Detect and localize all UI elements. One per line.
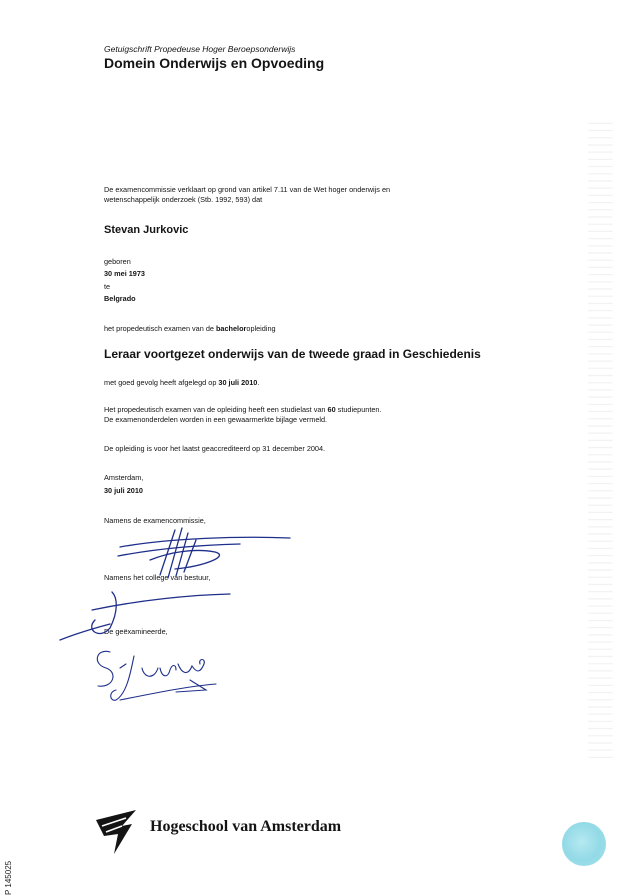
- declaration-line-2: wetenschappelijk onderzoek (Stb. 1992, 593) dat: [104, 195, 263, 204]
- studylast-suffix: studiepunten.: [335, 405, 382, 414]
- passed-prefix: met goed gevolg heeft afgelegd op: [104, 378, 219, 387]
- birth-date: 30 mei 1973: [104, 269, 145, 278]
- study-points: 60: [327, 405, 336, 414]
- exam-type: bachelor: [215, 324, 247, 333]
- board-signature: [60, 592, 230, 640]
- studylast-prefix: Het propedeutisch examen van de opleiding heeft een studielast van: [104, 405, 328, 414]
- birthplace-label: te: [104, 282, 111, 291]
- studylast-line-2: De examenonderdelen worden in een gewaarmerkte bijlage vermeld.: [104, 415, 328, 424]
- accreditation-statement: De opleiding is voor het laatst geaccrediteerd op 31 december 2004.: [104, 444, 326, 453]
- examinee-signoff-label: De geëxamineerde,: [104, 627, 168, 636]
- hva-bird-logo-icon: [92, 806, 142, 858]
- passed-suffix: .: [257, 378, 260, 387]
- signoff-date: 30 juli 2010: [104, 486, 143, 495]
- passed-date: 30 juli 2010: [218, 378, 258, 387]
- document-number: P 145025: [4, 860, 13, 895]
- embossed-seal-icon: [562, 822, 606, 866]
- board-signoff-label: Namens het college van bestuur,: [104, 573, 211, 582]
- institution-name: Hogeschool van Amsterdam: [150, 818, 342, 835]
- committee-signature: [118, 528, 290, 578]
- birthplace: Belgrado: [104, 294, 136, 303]
- program-title: Leraar voortgezet onderwijs van de tweede graad in Geschiedenis: [104, 347, 481, 361]
- exam-prefix: het propedeutisch examen van de: [104, 324, 216, 333]
- certificate-title: Domein Onderwijs en Opvoeding: [104, 55, 325, 71]
- examinee-signature: [97, 651, 216, 700]
- student-name: Stevan Jurkovic: [104, 224, 189, 236]
- born-label: geboren: [104, 257, 131, 266]
- security-watermark: |||||||||||||||||||||||||||||||||||||||||||||||||||||||||||||||||||||||||||||||||||||||||: [584, 118, 613, 760]
- signoff-place: Amsterdam,: [104, 473, 144, 482]
- committee-signoff-label: Namens de examencommissie,: [104, 516, 206, 525]
- declaration-line-1: De examencommissie verklaart op grond van artikel 7.11 van de Wet hoger onderwijs en: [104, 185, 391, 194]
- exam-suffix: opleiding: [246, 324, 276, 333]
- certificate-subtitle: Getuigschrift Propedeuse Hoger Beroepsonderwijs: [104, 44, 296, 54]
